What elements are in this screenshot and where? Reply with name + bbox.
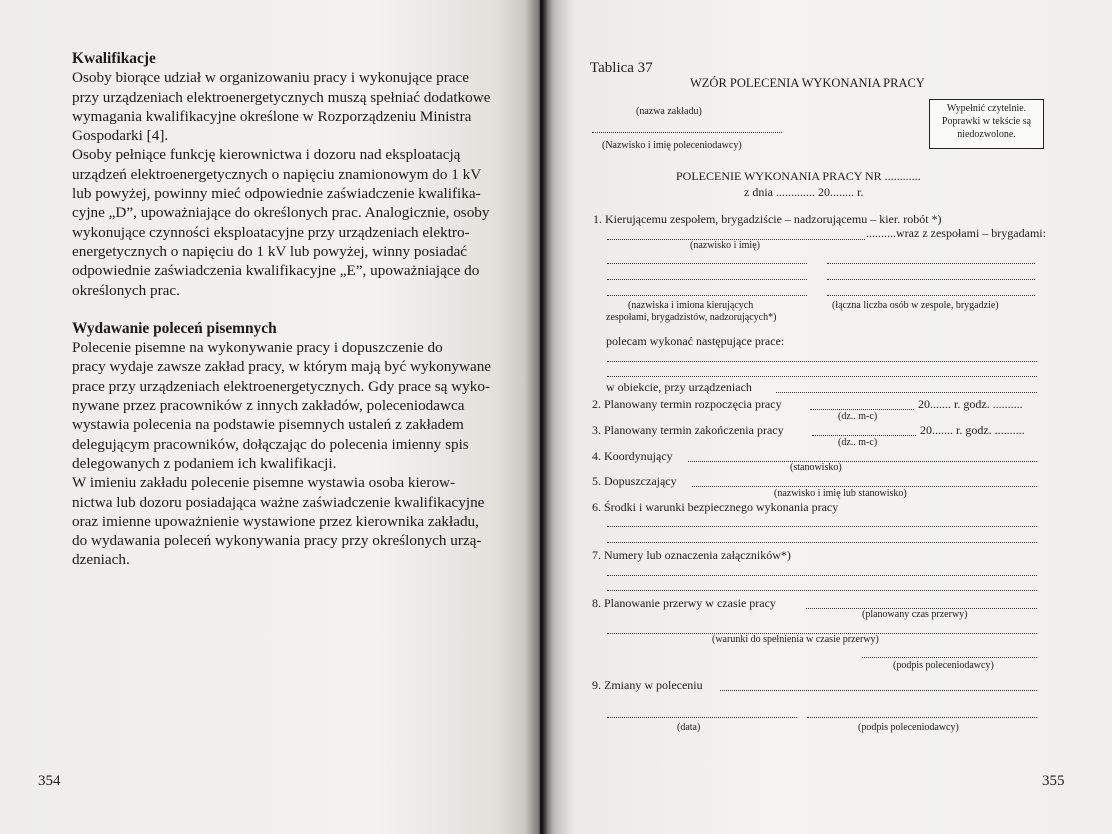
position-caption: (stanowisko) bbox=[790, 462, 842, 473]
para3-line: pracy wydaje zawsze zakład pracy, w którym mają być wykonywane bbox=[72, 358, 492, 376]
para3-line: wystawia polecenia na podstawie pisemnych ustaleń z zakładem bbox=[72, 416, 464, 434]
admitter-caption: (nazwisko i imię lub stanowisko) bbox=[774, 488, 907, 499]
para4-line: dzeniach. bbox=[72, 551, 130, 569]
note-line: Poprawki w tekście są bbox=[941, 116, 1032, 127]
date-caption: (data) bbox=[677, 722, 701, 733]
order-text: polecam wykonać następujące prace: bbox=[606, 334, 785, 348]
item4-label: 4. Koordynujący bbox=[592, 449, 673, 463]
para3-line: prace przy urządzeniach elektroenergetycznych. Gdy prace są wyko- bbox=[72, 377, 490, 395]
signature-line-2 bbox=[807, 717, 1037, 718]
count-line bbox=[827, 295, 1035, 296]
admitter-line bbox=[692, 486, 1037, 487]
crew-line bbox=[607, 279, 807, 280]
item9-label: 9. Zmiany w poleceniu bbox=[592, 678, 703, 692]
conditions-caption: (warunki do spełnienia w czasie przerwy) bbox=[712, 634, 879, 645]
start-date-line bbox=[810, 409, 914, 410]
issuer-caption: (Nazwisko i imię poleceniodawcy) bbox=[602, 140, 742, 151]
form-title: WZÓR POLECENIA WYKONANIA PRACY bbox=[690, 76, 925, 90]
para2-line: cyjne „D”, upoważniające do określonych prac. Analogicznie, osoby bbox=[72, 204, 490, 222]
left-page bbox=[0, 0, 540, 834]
para3-line: nywane przez pracowników z innych zakładów, poleceniodawca bbox=[72, 397, 465, 415]
break-caption: (planowany czas przerwy) bbox=[862, 609, 968, 620]
note-line: Wypełnić czytelnie. bbox=[946, 103, 1027, 114]
para2-line: urządzeń elektroenergetycznych o napięciu znamionowym do 1 kV bbox=[72, 165, 482, 183]
note-box bbox=[929, 99, 1044, 149]
item1-tail: ..........wraz z zespołami – brygadami: bbox=[866, 226, 1046, 240]
para4-line: oraz imienne upoważnienie wystawione przez kierownika zakładu, bbox=[72, 512, 479, 530]
date-line bbox=[607, 717, 797, 718]
para4-line: W imieniu zakładu polecenie pisemne wystawia osoba kierow- bbox=[72, 474, 456, 492]
spacer bbox=[72, 300, 502, 319]
para3-line: delegowanych z podaniem ich kwalifikacji. bbox=[72, 454, 337, 472]
crew-line bbox=[607, 295, 807, 296]
count-caption: (łączna liczba osób w zespole, brygadzie) bbox=[832, 300, 999, 311]
page-number-left: 354 bbox=[38, 773, 61, 789]
para1-line: przy urządzeniach elektroenergetycznych muszą spełniać dodatkowe bbox=[72, 88, 491, 106]
para2-line: Osoby pełniące funkcję kierownictwa i dozoru nad eksploatacją bbox=[72, 146, 461, 164]
para3-line: delegującym pracowników, dołączając do polecenia imienny spis bbox=[72, 435, 469, 453]
item7-label: 7. Numery lub oznaczenia załączników*) bbox=[592, 548, 791, 562]
count-line bbox=[827, 263, 1035, 264]
item2-label: 2. Planowany termin rozpoczęcia pracy bbox=[592, 397, 782, 411]
name-caption: (nazwisko i imię) bbox=[690, 240, 760, 251]
para3-line: Polecenie pisemne na wykonywanie pracy i dopuszczenie do bbox=[72, 339, 443, 357]
item3-tail: 20....... r. godz. .......... bbox=[920, 423, 1025, 437]
signature-line bbox=[862, 657, 1037, 658]
safety-line bbox=[607, 526, 1037, 527]
book-gutter bbox=[525, 0, 555, 834]
item6-label: 6. Środki i warunki bezpiecznego wykonania pracy bbox=[592, 500, 839, 514]
order-date: z dnia ............. 20........ r. bbox=[744, 185, 864, 199]
para2-line: odpowiednie zaświadczenia kwalifikacyjne „E”, upoważniające do bbox=[72, 262, 480, 280]
para2-line: wykonujące czynności eksploatacyjne przy urządzeniach elektro- bbox=[72, 223, 470, 241]
signature-caption-2: (podpis poleceniodawcy) bbox=[858, 722, 959, 733]
para2-line: określonych prac. bbox=[72, 281, 180, 299]
heading-qualifications: Kwalifikacje bbox=[72, 50, 156, 67]
page-number-right: 355 bbox=[1042, 773, 1065, 789]
count-line bbox=[827, 279, 1035, 280]
issuer-line bbox=[592, 132, 782, 133]
attachments-line bbox=[607, 575, 1037, 576]
work-line bbox=[607, 361, 1037, 362]
safety-line bbox=[607, 542, 1037, 543]
at-object-label: w obiekcie, przy urządzeniach bbox=[606, 380, 752, 394]
work-line bbox=[607, 376, 1037, 377]
para1-line: wymagania kwalifikacyjne określone w Rozporządzeniu Ministra bbox=[72, 107, 472, 125]
attachments-line bbox=[607, 590, 1037, 591]
note-line: niedozwolone. bbox=[957, 129, 1016, 140]
item5-label: 5. Dopuszczający bbox=[592, 474, 677, 488]
item8-label: 8. Planowanie przerwy w czasie pracy bbox=[592, 596, 776, 610]
left-text-block bbox=[72, 49, 502, 570]
para1-line: Osoby biorące udział w organizowaniu pracy i wykonujące prace bbox=[72, 69, 469, 87]
item2-tail: 20....... r. godz. .......... bbox=[918, 397, 1023, 411]
heading-written-orders: Wydawanie poleceń pisemnych bbox=[72, 319, 277, 337]
signature-caption: (podpis poleceniodawcy) bbox=[893, 660, 994, 671]
day-month-caption: (dz.. m-c) bbox=[838, 411, 878, 422]
coordinator-line bbox=[688, 461, 1037, 462]
changes-line bbox=[720, 690, 1037, 691]
para1-line: Gospodarki [4]. bbox=[72, 127, 169, 145]
crew-line bbox=[607, 263, 807, 264]
item1-label: 1. Kierującemu zespołem, brygadziście – nadzorującemu – kier. robót *) bbox=[593, 212, 942, 226]
day-month-caption: (dz.. m-c) bbox=[838, 437, 878, 448]
item3-label: 3. Planowany termin zakończenia pracy bbox=[592, 423, 784, 437]
object-line bbox=[776, 392, 1037, 393]
table-label: Tablica 37 bbox=[590, 60, 653, 76]
crew-caption: (nazwiska i imiona kierujących bbox=[628, 300, 754, 311]
para2-line: energetycznych o napięciu do 1 kV lub powyżej, winny posiadać bbox=[72, 242, 468, 260]
crew-caption: zespołami, brygadzistów, nadzorujących*) bbox=[606, 312, 777, 323]
para2-line: lub powyżej, powinny mieć odpowiednie zaświadczenie kwalifika- bbox=[72, 185, 481, 203]
company-caption: (nazwa zakładu) bbox=[636, 106, 702, 117]
end-date-line bbox=[812, 435, 916, 436]
para4-line: do wydawania poleceń wykonywania pracy przy określonych urzą- bbox=[72, 532, 482, 550]
order-title: POLECENIE WYKONANIA PRACY NR ............ bbox=[676, 169, 921, 183]
para4-line: nictwa lub dozoru posiadająca ważne zaświadczenie kwalifikacyjne bbox=[72, 493, 485, 511]
